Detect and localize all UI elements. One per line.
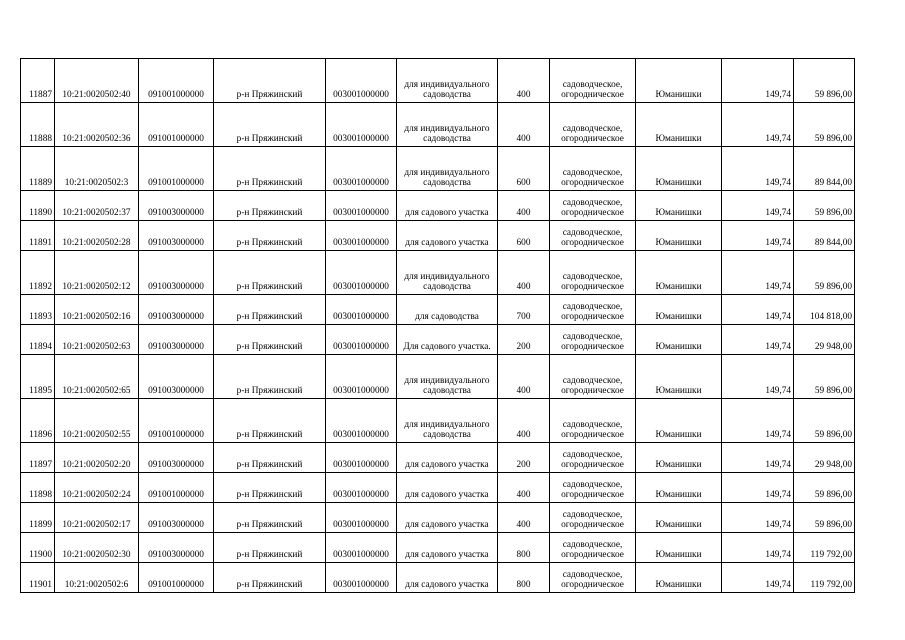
cadastral-number: 10:21:0020502:55	[55, 399, 139, 443]
locality-code: 091003000000	[139, 355, 214, 399]
area: 400	[498, 191, 550, 221]
usage-type: садоводческое, огородническое	[550, 325, 636, 355]
cadastral-number: 10:21:0020502:3	[55, 147, 139, 191]
cadastral-value: 59 896,00	[794, 355, 855, 399]
row-number: 11892	[21, 251, 55, 295]
row-number: 11894	[21, 325, 55, 355]
table-row	[21, 221, 855, 251]
row-number: 11887	[21, 59, 55, 103]
place-name: Юманишки	[636, 147, 722, 191]
row-number: 11891	[21, 221, 55, 251]
row-number: 11900	[21, 533, 55, 563]
district: р-н Пряжинский	[214, 221, 326, 251]
locality-code: 091003000000	[139, 251, 214, 295]
district: р-н Пряжинский	[214, 103, 326, 147]
usage-type: садоводческое, огородническое	[550, 355, 636, 399]
place-name: Юманишки	[636, 533, 722, 563]
usage-type: садоводческое, огородническое	[550, 563, 636, 593]
locality-code: 091003000000	[139, 443, 214, 473]
category-code: 003001000000	[326, 325, 397, 355]
area: 200	[498, 325, 550, 355]
table-row	[21, 533, 855, 563]
cadastral-value: 59 896,00	[794, 503, 855, 533]
cadastral-value: 89 844,00	[794, 147, 855, 191]
specific-value: 149,74	[722, 399, 794, 443]
usage-type: садоводческое, огородническое	[550, 533, 636, 563]
cadastral-number: 10:21:0020502:37	[55, 191, 139, 221]
place-name: Юманишки	[636, 473, 722, 503]
cadastral-number: 10:21:0020502:17	[55, 503, 139, 533]
place-name: Юманишки	[636, 563, 722, 593]
locality-code: 091003000000	[139, 295, 214, 325]
usage-type: садоводческое, огородническое	[550, 295, 636, 325]
table-row	[21, 443, 855, 473]
usage-type: садоводческое, огородническое	[550, 59, 636, 103]
area: 600	[498, 221, 550, 251]
area: 200	[498, 443, 550, 473]
locality-code: 091003000000	[139, 325, 214, 355]
district: р-н Пряжинский	[214, 325, 326, 355]
cadastral-number: 10:21:0020502:12	[55, 251, 139, 295]
district: р-н Пряжинский	[214, 147, 326, 191]
usage-type: садоводческое, огородническое	[550, 443, 636, 473]
usage-type: садоводческое, огородническое	[550, 221, 636, 251]
category-code: 003001000000	[326, 563, 397, 593]
place-name: Юманишки	[636, 503, 722, 533]
place-name: Юманишки	[636, 251, 722, 295]
specific-value: 149,74	[722, 251, 794, 295]
district: р-н Пряжинский	[214, 251, 326, 295]
permitted-use: для садового участка	[397, 563, 498, 593]
specific-value: 149,74	[722, 533, 794, 563]
specific-value: 149,74	[722, 147, 794, 191]
usage-type: садоводческое, огородническое	[550, 103, 636, 147]
usage-type: садоводческое, огородническое	[550, 503, 636, 533]
permitted-use: для индивидуального садоводства	[397, 399, 498, 443]
permitted-use: для индивидуального садоводства	[397, 147, 498, 191]
permitted-use: для индивидуального садоводства	[397, 103, 498, 147]
area: 400	[498, 103, 550, 147]
table-row	[21, 103, 855, 147]
place-name: Юманишки	[636, 295, 722, 325]
place-name: Юманишки	[636, 221, 722, 251]
place-name: Юманишки	[636, 59, 722, 103]
place-name: Юманишки	[636, 443, 722, 473]
specific-value: 149,74	[722, 59, 794, 103]
cadastral-value: 59 896,00	[794, 103, 855, 147]
cadastral-number: 10:21:0020502:40	[55, 59, 139, 103]
specific-value: 149,74	[722, 103, 794, 147]
specific-value: 149,74	[722, 503, 794, 533]
specific-value: 149,74	[722, 221, 794, 251]
table-row	[21, 325, 855, 355]
cadastral-value: 119 792,00	[794, 533, 855, 563]
locality-code: 091001000000	[139, 399, 214, 443]
district: р-н Пряжинский	[214, 355, 326, 399]
specific-value: 149,74	[722, 355, 794, 399]
row-number: 11898	[21, 473, 55, 503]
locality-code: 091001000000	[139, 59, 214, 103]
table-row	[21, 503, 855, 533]
district: р-н Пряжинский	[214, 473, 326, 503]
cadastral-value: 29 948,00	[794, 325, 855, 355]
specific-value: 149,74	[722, 443, 794, 473]
place-name: Юманишки	[636, 355, 722, 399]
permitted-use: для индивидуального садоводства	[397, 355, 498, 399]
row-number: 11895	[21, 355, 55, 399]
area: 700	[498, 295, 550, 325]
locality-code: 091003000000	[139, 503, 214, 533]
usage-type: садоводческое, огородническое	[550, 191, 636, 221]
table-row	[21, 191, 855, 221]
row-number: 11897	[21, 443, 55, 473]
table-row	[21, 59, 855, 103]
cadastral-number: 10:21:0020502:6	[55, 563, 139, 593]
table-row	[21, 251, 855, 295]
district: р-н Пряжинский	[214, 533, 326, 563]
table-row	[21, 473, 855, 503]
cadastral-number: 10:21:0020502:36	[55, 103, 139, 147]
permitted-use: для садоводства	[397, 295, 498, 325]
permitted-use: Для садового участка.	[397, 325, 498, 355]
cadastral-value: 59 896,00	[794, 399, 855, 443]
usage-type: садоводческое, огородническое	[550, 251, 636, 295]
permitted-use: для садового участка	[397, 473, 498, 503]
usage-type: садоводческое, огородническое	[550, 147, 636, 191]
usage-type: садоводческое, огородническое	[550, 399, 636, 443]
table-row	[21, 295, 855, 325]
cadastral-value: 59 896,00	[794, 59, 855, 103]
locality-code: 091003000000	[139, 221, 214, 251]
category-code: 003001000000	[326, 59, 397, 103]
locality-code: 091001000000	[139, 473, 214, 503]
category-code: 003001000000	[326, 191, 397, 221]
cadastral-number: 10:21:0020502:63	[55, 325, 139, 355]
district: р-н Пряжинский	[214, 191, 326, 221]
permitted-use: для садового участка	[397, 221, 498, 251]
cadastral-value: 119 792,00	[794, 563, 855, 593]
table-row	[21, 563, 855, 593]
category-code: 003001000000	[326, 443, 397, 473]
cadastral-value: 59 896,00	[794, 473, 855, 503]
category-code: 003001000000	[326, 221, 397, 251]
area: 400	[498, 251, 550, 295]
place-name: Юманишки	[636, 103, 722, 147]
table-row	[21, 355, 855, 399]
specific-value: 149,74	[722, 563, 794, 593]
category-code: 003001000000	[326, 295, 397, 325]
permitted-use: для индивидуального садоводства	[397, 251, 498, 295]
land-valuation-table	[20, 58, 855, 593]
area: 400	[498, 355, 550, 399]
table-row	[21, 399, 855, 443]
cadastral-value: 59 896,00	[794, 251, 855, 295]
cadastral-number: 10:21:0020502:24	[55, 473, 139, 503]
locality-code: 091003000000	[139, 191, 214, 221]
specific-value: 149,74	[722, 191, 794, 221]
usage-type: садоводческое, огородническое	[550, 473, 636, 503]
locality-code: 091003000000	[139, 533, 214, 563]
table-row	[21, 147, 855, 191]
area: 400	[498, 503, 550, 533]
category-code: 003001000000	[326, 399, 397, 443]
area: 400	[498, 399, 550, 443]
cadastral-number: 10:21:0020502:20	[55, 443, 139, 473]
row-number: 11893	[21, 295, 55, 325]
district: р-н Пряжинский	[214, 399, 326, 443]
cadastral-value: 89 844,00	[794, 221, 855, 251]
place-name: Юманишки	[636, 399, 722, 443]
row-number: 11896	[21, 399, 55, 443]
locality-code: 091001000000	[139, 103, 214, 147]
district: р-н Пряжинский	[214, 503, 326, 533]
permitted-use: для садового участка	[397, 191, 498, 221]
specific-value: 149,74	[722, 325, 794, 355]
row-number: 11899	[21, 503, 55, 533]
permitted-use: для садового участка	[397, 533, 498, 563]
locality-code: 091001000000	[139, 147, 214, 191]
district: р-н Пряжинский	[214, 563, 326, 593]
category-code: 003001000000	[326, 473, 397, 503]
cadastral-number: 10:21:0020502:30	[55, 533, 139, 563]
cadastral-value: 59 896,00	[794, 191, 855, 221]
category-code: 003001000000	[326, 251, 397, 295]
category-code: 003001000000	[326, 355, 397, 399]
specific-value: 149,74	[722, 473, 794, 503]
category-code: 003001000000	[326, 103, 397, 147]
area: 600	[498, 147, 550, 191]
category-code: 003001000000	[326, 503, 397, 533]
district: р-н Пряжинский	[214, 59, 326, 103]
row-number: 11901	[21, 563, 55, 593]
area: 400	[498, 59, 550, 103]
district: р-н Пряжинский	[214, 443, 326, 473]
cadastral-number: 10:21:0020502:28	[55, 221, 139, 251]
area: 400	[498, 473, 550, 503]
place-name: Юманишки	[636, 325, 722, 355]
row-number: 11888	[21, 103, 55, 147]
area: 800	[498, 533, 550, 563]
locality-code: 091001000000	[139, 563, 214, 593]
place-name: Юманишки	[636, 191, 722, 221]
area: 800	[498, 563, 550, 593]
row-number: 11889	[21, 147, 55, 191]
permitted-use: для индивидуального садоводства	[397, 59, 498, 103]
permitted-use: для садового участка	[397, 503, 498, 533]
specific-value: 149,74	[722, 295, 794, 325]
permitted-use: для садового участка	[397, 443, 498, 473]
district: р-н Пряжинский	[214, 295, 326, 325]
row-number: 11890	[21, 191, 55, 221]
category-code: 003001000000	[326, 533, 397, 563]
cadastral-value: 104 818,00	[794, 295, 855, 325]
cadastral-number: 10:21:0020502:16	[55, 295, 139, 325]
cadastral-value: 29 948,00	[794, 443, 855, 473]
cadastral-number: 10:21:0020502:65	[55, 355, 139, 399]
category-code: 003001000000	[326, 147, 397, 191]
